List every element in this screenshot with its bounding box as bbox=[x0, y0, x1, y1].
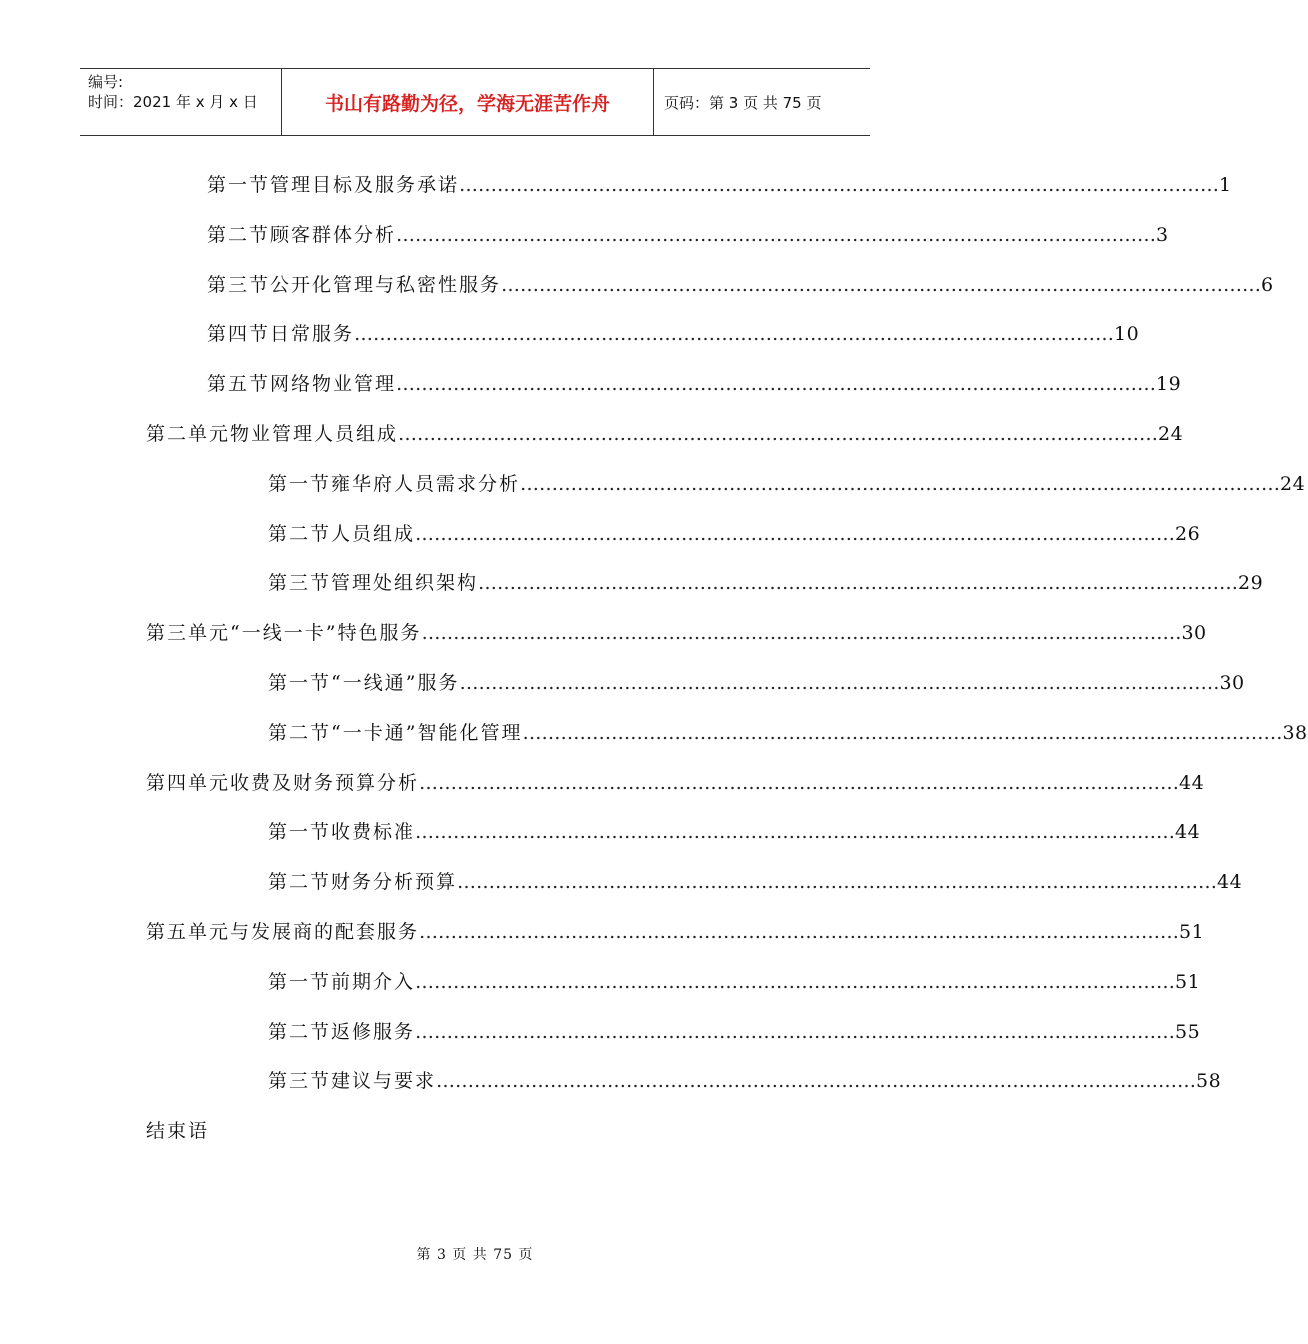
toc-entry bbox=[268, 967, 1201, 997]
toc-entry-number: 第二节 bbox=[268, 1020, 332, 1043]
toc-entry-title: 网络物业管理 bbox=[270, 373, 397, 396]
header-page-info: 页码：第 3 页 共 75 页 bbox=[664, 93, 822, 112]
toc-leader-dots: ………………………………………………………………………………………………………… bbox=[415, 1020, 1176, 1043]
toc-entry-number: 第四节 bbox=[207, 323, 271, 346]
toc-entry-page: 44 bbox=[1179, 771, 1205, 794]
toc-entry-number: 第三节 bbox=[268, 572, 332, 595]
page-header bbox=[80, 68, 870, 136]
toc-entry bbox=[146, 1116, 746, 1146]
toc-entry-page: 51 bbox=[1175, 970, 1201, 993]
toc-leader-dots: ………………………………………………………………………………………………………… bbox=[396, 373, 1157, 396]
toc-entry-page: 44 bbox=[1175, 821, 1201, 844]
toc-entry bbox=[268, 718, 1308, 748]
toc-entry-title: 管理处组织架构 bbox=[331, 572, 479, 595]
toc-entry bbox=[268, 568, 1264, 598]
toc-entry-number: 第一节 bbox=[268, 672, 332, 694]
toc-leader-dots: ………………………………………………………………………………………………………… bbox=[421, 622, 1182, 645]
toc-entry-title: 建议与要求 bbox=[331, 1070, 437, 1093]
toc-leader-dots: ………………………………………………………………………………………………………… bbox=[354, 323, 1115, 346]
toc-leader-dots: ………………………………………………………………………………………………………… bbox=[459, 672, 1220, 694]
toc-entry-number: 第三节 bbox=[268, 1070, 332, 1093]
toc-entry bbox=[146, 618, 1207, 648]
toc-leader-dots: ………………………………………………………………………………………………………… bbox=[415, 821, 1176, 844]
toc-entry bbox=[146, 917, 1205, 947]
toc-entry-title: 顾客群体分析 bbox=[270, 223, 397, 246]
toc-entry-page: 51 bbox=[1179, 921, 1205, 943]
toc-entry bbox=[268, 867, 1243, 897]
toc-entry-title: “一卡通”智能化管理 bbox=[331, 721, 523, 744]
toc-entry-page: 55 bbox=[1175, 1020, 1201, 1043]
toc-leader-dots: ………………………………………………………………………………………………………… bbox=[522, 721, 1283, 744]
document-number-label: 编号: bbox=[88, 73, 124, 91]
page-footer: 第 3 页 共 75 页 bbox=[416, 1247, 534, 1263]
toc-leader-dots: ………………………………………………………………………………………………………… bbox=[419, 771, 1180, 794]
toc-entry-number: 第三节 bbox=[207, 273, 271, 296]
toc-entry-number: 第一节 bbox=[268, 970, 332, 993]
toc-entry-title: 返修服务 bbox=[331, 1020, 416, 1043]
toc-entry-title: 前期介入 bbox=[331, 970, 416, 993]
toc-entry-title: 与发展商的配套服务 bbox=[230, 921, 420, 943]
toc-entry bbox=[207, 170, 1232, 200]
toc-entry bbox=[146, 419, 1184, 449]
toc-entry-page: 44 bbox=[1217, 871, 1243, 894]
toc-entry-number: 第四单元 bbox=[146, 771, 231, 794]
toc-entry-page: 30 bbox=[1181, 622, 1207, 645]
toc-entry-page: 38 bbox=[1282, 721, 1308, 744]
toc-leader-dots: ………………………………………………………………………………………………………… bbox=[419, 921, 1180, 943]
toc-entry-title: 雍华府人员需求分析 bbox=[331, 472, 521, 495]
toc-entry bbox=[207, 369, 1182, 399]
toc-leader-dots: ………………………………………………………………………………………………………… bbox=[436, 1070, 1197, 1093]
toc-leader-dots: ………………………………………………………………………………………………………… bbox=[396, 223, 1157, 246]
toc-leader-dots: ………………………………………………………………………………………………………… bbox=[415, 522, 1176, 545]
toc-entry bbox=[207, 220, 1169, 250]
toc-entry-page: 24 bbox=[1158, 423, 1184, 445]
toc-entry-page: 24 bbox=[1280, 472, 1306, 495]
toc-entry-title: 财务分析预算 bbox=[331, 871, 458, 894]
toc-entry bbox=[207, 319, 1140, 349]
toc-entry-title: 管理目标及服务承诺 bbox=[270, 174, 460, 196]
header-motto: 书山有路勤为径，学海无涯苦作舟 bbox=[282, 69, 654, 135]
toc-entry-page: 6 bbox=[1261, 273, 1274, 296]
toc-entry-number: 第一节 bbox=[268, 472, 332, 495]
toc-entry-page: 26 bbox=[1175, 522, 1201, 545]
toc-entry-page: 1 bbox=[1219, 174, 1232, 196]
toc-entry-number: 第二节 bbox=[268, 871, 332, 894]
toc-entry-number: 第二单元 bbox=[146, 423, 231, 445]
toc-entry-number: 第二节 bbox=[207, 223, 271, 246]
toc-entry-number: 第三单元 bbox=[146, 622, 231, 645]
toc-leader-dots: ………………………………………………………………………………………………………… bbox=[520, 472, 1281, 495]
toc-entry-number: 第二节 bbox=[268, 522, 332, 545]
toc-leader-dots: ………………………………………………………………………………………………………… bbox=[459, 174, 1220, 196]
document-date: 时间：2021 年 x 月 x 日 bbox=[88, 93, 258, 111]
toc-entry bbox=[268, 817, 1201, 847]
toc-entry bbox=[268, 1017, 1201, 1047]
header-meta bbox=[80, 69, 282, 135]
toc-entry bbox=[268, 668, 1245, 698]
toc-leader-dots: ………………………………………………………………………………………………………… bbox=[415, 970, 1176, 993]
toc-leader-dots: ………………………………………………………………………………………………………… bbox=[457, 871, 1218, 894]
toc-entry-number: 第二节 bbox=[268, 721, 332, 744]
toc-entry-page: 19 bbox=[1156, 373, 1182, 396]
toc-leader-dots: ………………………………………………………………………………………………………… bbox=[398, 423, 1159, 445]
toc-entry bbox=[268, 469, 1306, 499]
toc-entry-title: 公开化管理与私密性服务 bbox=[270, 273, 502, 296]
toc-entry-title: 日常服务 bbox=[270, 323, 355, 346]
toc-entry-number: 第一节 bbox=[207, 174, 271, 196]
toc-entry bbox=[146, 768, 1205, 798]
toc-entry-page: 10 bbox=[1114, 323, 1140, 346]
toc-entry-number: 第五节 bbox=[207, 373, 271, 396]
toc-entry-page: 29 bbox=[1238, 572, 1264, 595]
toc-entry-title: 收费及财务预算分析 bbox=[230, 771, 420, 794]
toc-entry-page: 3 bbox=[1156, 223, 1169, 246]
toc-entry-title: 人员组成 bbox=[331, 522, 416, 545]
toc-entry-number: 第一节 bbox=[268, 821, 332, 844]
toc-entry bbox=[268, 519, 1201, 549]
toc-entry-title: 物业管理人员组成 bbox=[230, 423, 399, 445]
toc-entry-page: 58 bbox=[1196, 1070, 1222, 1093]
toc-entry bbox=[207, 270, 1274, 300]
toc-leader-dots: ………………………………………………………………………………………………………… bbox=[501, 273, 1262, 296]
toc-entry-number: 结束语 bbox=[146, 1120, 210, 1143]
toc-entry-title: “一线通”服务 bbox=[331, 672, 460, 694]
toc-entry-title: 收费标准 bbox=[331, 821, 416, 844]
toc-entry bbox=[268, 1066, 1222, 1096]
toc-entry-title: “一线一卡”特色服务 bbox=[230, 622, 422, 645]
toc-entry-page: 30 bbox=[1219, 672, 1245, 694]
toc-leader-dots: ………………………………………………………………………………………………………… bbox=[478, 572, 1239, 595]
toc-entry-number: 第五单元 bbox=[146, 921, 231, 943]
